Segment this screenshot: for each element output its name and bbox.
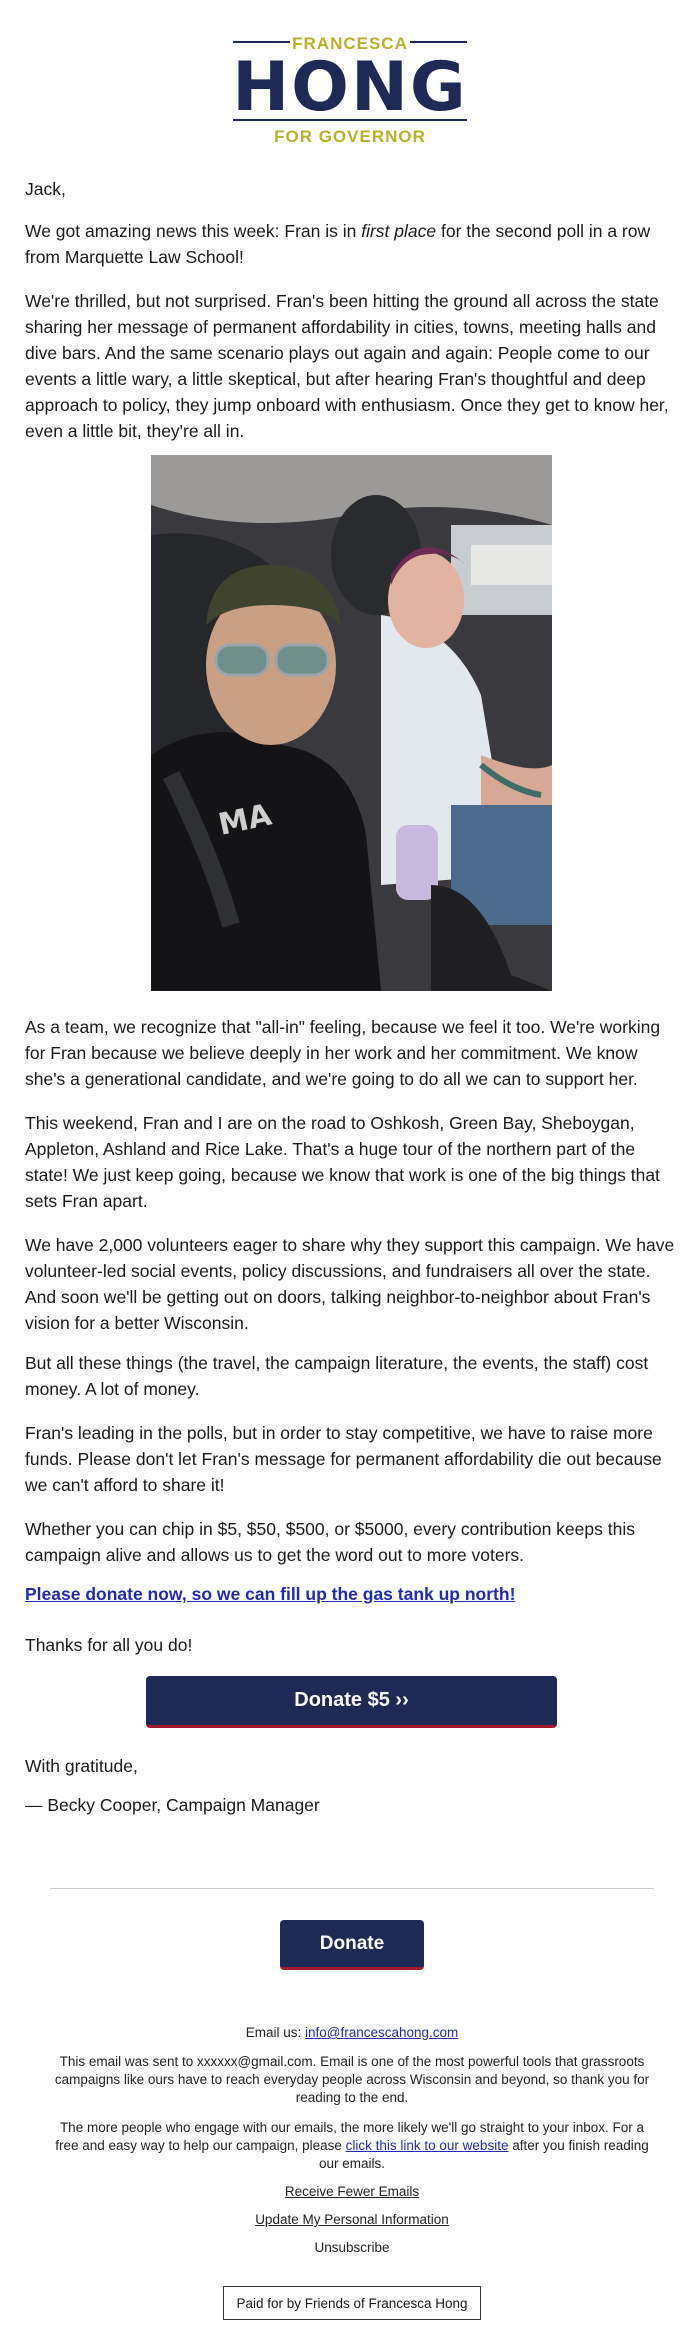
p1-before: We got amazing news this week: Fran is in	[25, 221, 362, 241]
website-link[interactable]: click this link to our website	[345, 2138, 509, 2153]
engage-after: after you finish reading our emails.	[318, 2138, 649, 2171]
paragraph-1	[25, 218, 675, 270]
paragraph-5: We have 2,000 volunteers eager to share why they support this campaign. We have volunteer-led social events, policy discussions, and fundraisers all over the state. And soon we'll be getting out on doors, talking neighbor-to-neighbor about Fran's vision for a better Wisconsin.	[25, 1235, 675, 1333]
receive-fewer-emails-link[interactable]: Receive Fewer Emails	[284, 2184, 420, 2199]
paragraph-7: Fran's leading in the polls, but in order to stay competitive, we have to raise more funds. Please don't let Fran's message for permanent affordability die out because we can't afford to share it!	[25, 1423, 662, 1495]
footer-engage	[50, 2119, 654, 2173]
signoff: With gratitude,	[25, 1756, 138, 1776]
paragraph-8: Whether you can chip in $5, $50, $500, or $5000, every contribution keeps this campaign alive and allows us to get the word out to more voters.	[25, 1519, 635, 1565]
paragraph-3: As a team, we recognize that "all-in" feeling, because we feel it too. We're working for Fran because we believe deeply in her work and her commitment. We know she's a generational candidate, and we're going to do all we can to support her.	[25, 1017, 661, 1089]
logo-first-name: FRANCESCA	[292, 34, 408, 53]
paid-for-disclaimer	[223, 2286, 481, 2320]
unsubscribe-link[interactable]: Unsubscribe	[314, 2240, 390, 2255]
campaign-logo	[0, 22, 700, 152]
fewer-emails-row	[50, 2183, 654, 2201]
thanks-line: Thanks for all you do!	[25, 1635, 193, 1655]
paid-for-text: Paid for by Friends of Francesca Hong	[236, 2295, 468, 2311]
donate-5-button[interactable]: Donate $5 ››	[146, 1676, 557, 1728]
donate-now-link[interactable]: Please donate now, so we can fill up the gas tank up north!	[25, 1584, 516, 1604]
paragraph-4: This weekend, Fran and I are on the road to Oshkosh, Green Bay, Sheboygan, Appleton, Ashland and Rice Lake. That's a huge tour of the northern part of the state! We just keep going, because we know that work is one of the big things that sets Fran apart.	[25, 1113, 660, 1211]
p1-after: for the second poll in a row from Marquette Law School!	[25, 221, 651, 267]
update-personal-info-link[interactable]: Update My Personal Information	[255, 2212, 449, 2227]
paragraph-6: But all these things (the travel, the campaign literature, the events, the staff) cost money. A lot of money.	[25, 1353, 649, 1399]
campaign-selfie-photo	[151, 455, 552, 991]
update-info-row	[50, 2211, 654, 2229]
photo-hoodie-print: MA	[215, 797, 275, 843]
paragraph-2: We're thrilled, but not surprised. Fran's been hitting the ground all across the state sharing her message of permanent affordability in cities, towns, meeting halls and dive bars. And the same scenario plays out again and again: People come to our events a little wary, a little skeptical, but after hearing Fran's thoughtful and deep approach to policy, they jump onboard with enthusiasm. Once they get to know her, even a little bit, they're all in.	[25, 291, 669, 441]
logo-tagline: FOR GOVERNOR	[274, 127, 426, 146]
logo-last-name: HONG	[232, 48, 468, 127]
engage-before: The more people who engage with our emails, the more likely we'll go straight to your inbox. For a free and easy way to help our campaign, please	[55, 2120, 645, 2153]
p1-emphasis: first place	[361, 221, 437, 241]
signature: — Becky Cooper, Campaign Manager	[25, 1795, 320, 1815]
greeting: Jack,	[25, 179, 66, 199]
footer-notice: This email was sent to xxxxxx@gmail.com. Email is one of the most powerful tools that grassroots campaigns like ours have to reach everyday people across Wisconsin and beyond, so thank you for reading to the end.	[54, 2054, 650, 2105]
unsubscribe-row	[50, 2239, 654, 2257]
email-label: Email us:	[245, 2025, 305, 2040]
footer-divider	[50, 1888, 654, 1889]
footer-email-line	[50, 2024, 654, 2042]
footer-donate-button[interactable]: Donate	[280, 1920, 424, 1970]
contact-email-link[interactable]: info@francescahong.com	[304, 2025, 459, 2040]
